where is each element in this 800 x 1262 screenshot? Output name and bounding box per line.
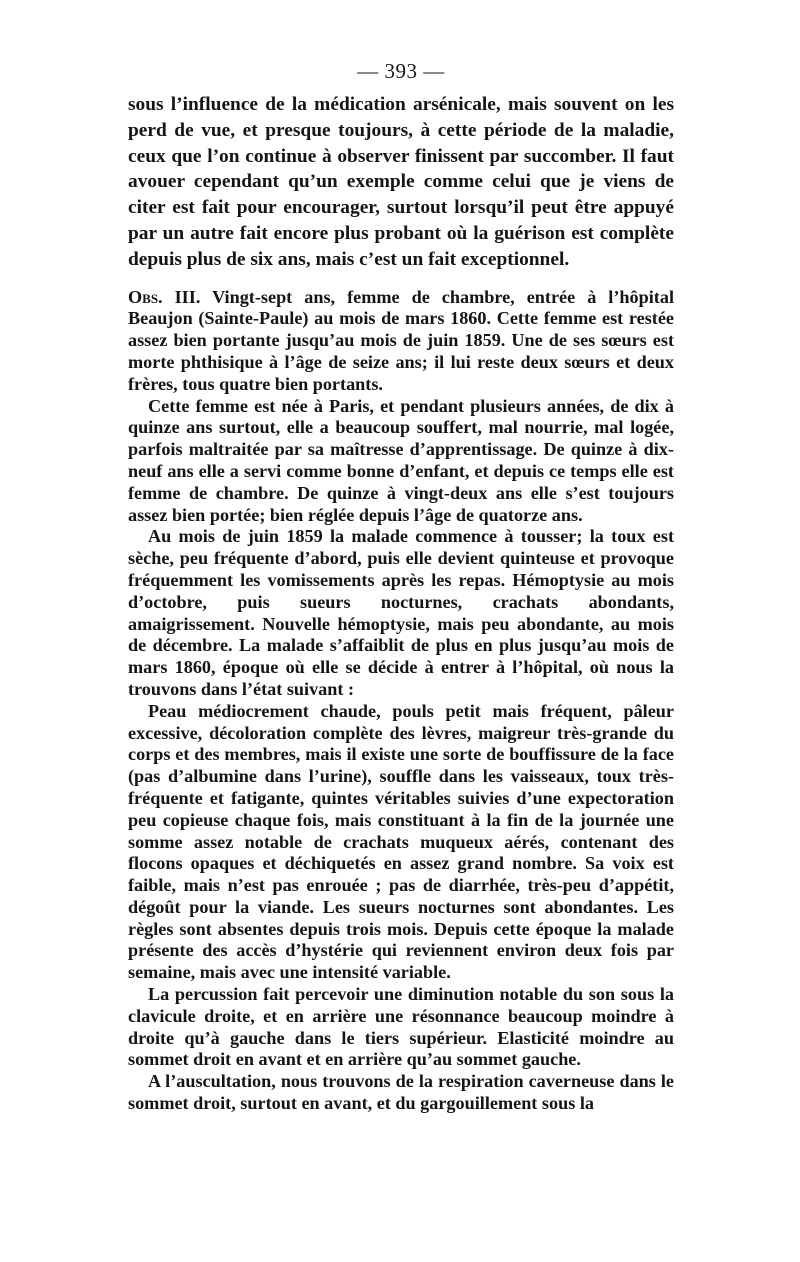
paragraph-percussion: La percussion fait percevoir une diminution notable du son sous la clavicule droite, et en arrière une résonnance beaucoup moindre à droite qu’à gauche dans le tiers supérieur. Elasticité moindre au sommet droit en avant et en arrière qu’au sommet gauche.	[128, 984, 674, 1070]
lead-paragraph: sous l’influence de la médication arsénicale, mais souvent on les perd de vue, et presque toujours, à cette période de la maladie, ceux que l’on continue à observer finissent par succomber. Il faut avouer cependant qu’un exemple comme celui que je viens de citer est fait pour encourager, surtout lorsqu’il peut être appuyé par un autre fait encore plus probant où la guérison est complète depuis plus de six ans, mais c’est un fait exceptionnel.	[128, 94, 674, 270]
observation-intro-text: Vingt-sept ans, femme de chambre, entrée à l’hôpital Beaujon (Sainte-Paule) au mois de mars 1860. Cette femme est restée assez bien portante jusqu’au mois de juin 1859. Une de ses sœurs est morte phthisique à l’âge de seize ans; il lui reste deux sœurs et deux frères, tous quatre bien portants.	[128, 286, 674, 394]
book-page	[128, 58, 674, 1115]
paragraph-onset: Au mois de juin 1859 la malade commence à tousser; la toux est sèche, peu fréquente d’abord, puis elle devient quinteuse et provoque fréquemment les vomissements après les repas. Hémoptysie au mois d’octobre, puis sueurs nocturnes, crachats abondants, amaigrissement. Nouvelle hémoptysie, mais peu abondante, au mois de décembre. La malade s’affaiblit de plus en plus jusqu’au mois de mars 1860, époque où elle se décide à entrer à l’hôpital, où nous la trouvons dans l’état suivant :	[128, 526, 674, 699]
paragraph-examination: Peau médiocrement chaude, pouls petit mais fréquent, pâleur excessive, décoloration complète des lèvres, maigreur très-grande du corps et des membres, mais il existe une sorte de bouffissure de la face (pas d’albumine dans l’urine), souffle dans les vaisseaux, toux très-fréquente et fatigante, quintes véritables suivies d’une expectoration peu copieuse chaque fois, mais constituant à la fin de la journée une somme assez notable de crachats muqueux aérés, contenant des flocons opaques et déchiquetés en assez grand nombre. Sa voix est faible, mais n’est pas enrouée ; pas de diarrhée, très-peu d’appétit, dégoût pour la viande. Les sueurs nocturnes sont abondantes. Les règles sont absentes depuis trois mois. Depuis cette époque la malade présente des accès d’hystérie qui reviennent environ deux fois par semaine, mais avec une intensité variable.	[128, 700, 674, 983]
observation-section	[128, 287, 674, 1115]
paragraph-history: Cette femme est née à Paris, et pendant plusieurs années, de dix à quinze ans surtout, elle a beaucoup souffert, mal nourrie, mal logée, parfois maltraitée par sa maîtresse d’apprentissage. De quinze à dix-neuf ans elle a servi comme bonne d’enfant, et depuis ce temps elle est femme de chambre. De quinze à vingt-deux ans elle s’est toujours assez bien portée; bien réglée depuis l’âge de quatorze ans.	[128, 395, 674, 525]
page-number: — 393 —	[357, 59, 445, 83]
observation-label: Obs. III.	[128, 286, 201, 307]
observation-intro-paragraph	[128, 287, 674, 396]
paragraph-auscultation: A l’auscultation, nous trouvons de la respiration caverneuse dans le sommet droit, surtout en avant, et du gargouillement sous la	[128, 1071, 674, 1114]
